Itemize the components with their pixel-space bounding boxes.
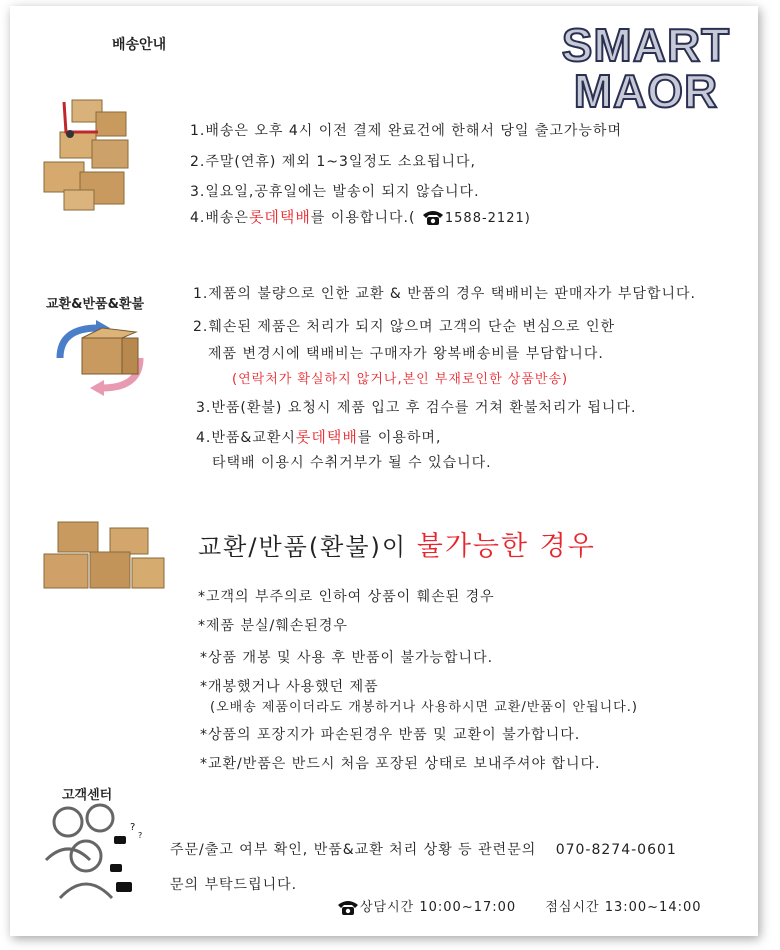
brand-logo [556,19,736,117]
center-phone-number: 070-8274-0601 [555,842,677,858]
center-line-1 [170,839,677,859]
center-hours: 상담시간 10:00~17:00 [360,900,517,915]
delivery-phone-number: 1588-2121) [444,211,531,226]
impossible-item-1: *고객의 부주의로 인하여 상품이 훼손된 경우 [198,589,495,605]
delivery-line4-post: 를 이용합니다.( [310,210,416,226]
svg-text:?: ? [130,822,136,833]
impossible-heading-black: 교환/반품(환불)이 [198,533,408,561]
impossible-item-3: *상품 개봉 및 사용 후 반품이 불가능합니다. [200,650,494,666]
svg-text:?: ? [138,831,143,840]
center-lunch: 점심시간 13:00~14:00 [545,900,702,915]
delivery-line4-pre: 4.배송은 [190,210,249,226]
center-title: 고객센터 [62,788,113,803]
impossible-item-4-note: (오배송 제품이더라도 개봉하거나 사용하시면 교환/반품이 안됩니다.) [210,700,638,715]
logo-line2: MAOR [573,65,719,117]
exchange-line-3: 3.반품(환불) 요청시 제품 입고 후 검수를 거쳐 환불처리가 됩니다. [196,400,637,416]
impossible-item-2: *제품 분실/훼손된경우 [198,618,348,634]
exchange-line-2b: 제품 변경시에 택배비는 구매자가 왕복배송비를 부담합니다. [208,346,604,362]
delivery-courier-name: 롯데택배 [248,208,311,226]
phone-icon [421,209,445,227]
delivery-line-3: 3.일요일,공휴일에는 발송이 되지 않습니다. [190,184,480,200]
delivery-line-4 [190,206,531,227]
customer-center-illustration [38,800,158,910]
impossible-heading-red: 불가능한 경우 [416,531,596,562]
delivery-title: 배송안내 [112,37,167,53]
center-line-2: 문의 부탁드립니다. [170,877,298,893]
exchange-line-2a: 2.훼손된 제품은 처리가 되지 않으며 고객의 단순 변심으로 인한 [193,319,616,335]
impossible-heading [198,524,596,563]
center-hours-row [336,896,702,917]
impossible-item-4: *개봉했거나 사용했던 제품 [200,679,379,695]
boxes-pile-illustration [40,518,170,598]
exchange-title: 교환&반품&환불 [46,297,145,312]
center-inquiry-text: 주문/출고 여부 확인, 반품&교환 처리 상황 등 관련문의 [170,842,537,858]
exchange-line-4b: 타택배 이용시 수취거부가 될 수 있습니다. [212,455,492,471]
delivery-line-2: 2.주말(연휴) 제외 1~3일정도 소요됩니다, [190,154,476,170]
logo-line1: SMART [561,19,731,71]
exchange-courier-name: 롯데택배 [295,428,358,446]
phone-icon [336,899,360,917]
exchange-line-1: 1.제품의 불량으로 인한 교환 & 반품의 경우 택배비는 판매자가 부담합니다. [193,286,696,302]
exchange-red-note: (연락처가 확실하지 않거나,본인 부재로인한 상품반송) [232,372,569,387]
exchange-line4-pre: 4.반품&교환시 [196,430,296,446]
exchange-arrows-illustration [46,318,156,398]
exchange-line-4 [196,426,441,447]
impossible-item-6: *교환/반품은 반드시 처음 포장된 상태로 보내주셔야 합니다. [200,756,601,772]
impossible-item-5: *상품의 포장지가 파손된경우 반품 및 교환이 불가합니다. [200,727,581,743]
delivery-boxes-illustration [36,92,136,217]
delivery-line-1: 1.배송은 오후 4시 이전 결제 완료건에 한해서 당일 출고가능하며 [190,123,622,139]
exchange-line4-post: 를 이용하며, [357,430,442,446]
